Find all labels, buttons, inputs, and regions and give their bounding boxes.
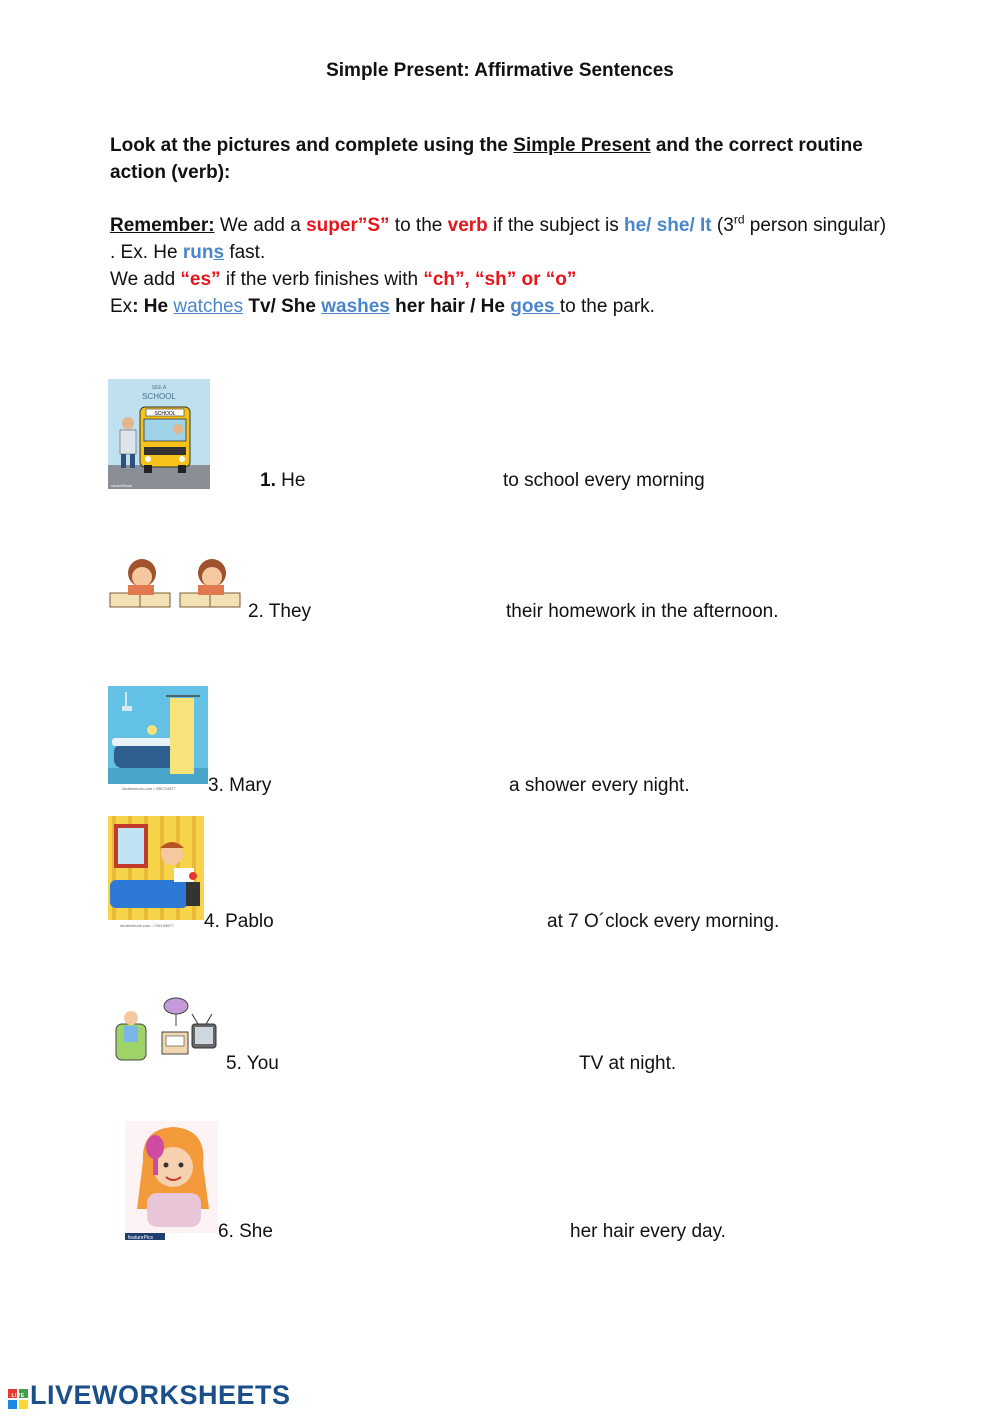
instructions-text: Look at the pictures and complete using the: [110, 135, 514, 156]
ex-text: to the park.: [559, 296, 655, 317]
watches-word: watches: [173, 296, 244, 317]
ex-text: : He: [132, 296, 174, 317]
runs-s: s: [213, 242, 225, 263]
item-1-subject: [260, 470, 305, 492]
instructions: [110, 132, 870, 186]
ex-label: Ex: [110, 296, 133, 317]
runs-word: run: [182, 242, 214, 263]
school-top-text: SEE A: [151, 385, 167, 391]
item-3-rest: a shower every night.: [509, 775, 690, 796]
item-1-number: 1.: [260, 470, 276, 491]
super-s: super”S”: [306, 215, 390, 236]
washes-word: washes: [321, 296, 390, 317]
image-watermark: shutterstock.com • 396724877: [122, 786, 176, 791]
remember-line-1: [110, 212, 890, 266]
remember-box: [110, 212, 890, 320]
subjects: he/ she/ It: [624, 215, 712, 236]
remember-text: to the: [389, 215, 448, 236]
item-6-subject: 6. She: [218, 1221, 273, 1242]
ex-text: her hair / He: [389, 296, 511, 317]
bus-sign-text: SCHOOL: [154, 411, 176, 417]
watch-tv-image: [114, 996, 218, 1068]
instructions-text-end: and the correct routine action (verb):: [110, 135, 863, 183]
remember-text: We add a: [214, 215, 307, 236]
remember-label: Remember:: [110, 215, 215, 236]
item-5-rest: TV at night.: [579, 1053, 677, 1074]
homework-illustration: [108, 555, 248, 615]
school-bus-illustration: [108, 379, 210, 489]
brush-hair-illustration: [125, 1121, 218, 1241]
page-title: Simple Present: Affirmative Sentences: [326, 60, 674, 81]
item-6-rest: her hair every day.: [570, 1221, 726, 1242]
logo-icon: [8, 1385, 28, 1405]
remember-text: (3: [711, 215, 734, 236]
remember-text: fast.: [224, 242, 266, 263]
remember-text: if the subject is: [487, 215, 624, 236]
item-2-subject: 2. They: [248, 601, 312, 622]
goes-word: goes: [510, 296, 560, 317]
endings: “ch”, “sh” or “o”: [423, 269, 577, 290]
remember-text: if the verb finishes with: [220, 269, 424, 290]
instructions-underlined: Simple Present: [513, 135, 651, 156]
logo-text: LIVEWORKSHEETS: [30, 1380, 291, 1410]
logo-icon-text: LIVE: [11, 1392, 25, 1399]
shower-illustration: [108, 686, 208, 792]
school-sign-text: SCHOOL: [142, 392, 176, 401]
wake-up-image: [108, 816, 204, 930]
image-watermark: shutterstock.com • 728149677: [120, 923, 174, 928]
es-ending: “es”: [180, 269, 221, 290]
ex-text: Tv/ She: [243, 296, 322, 317]
watch-tv-illustration: [114, 996, 218, 1068]
image-watermark: vectorStock: [111, 483, 132, 488]
shower-image: [108, 686, 208, 792]
item-1-subject-text: He: [275, 470, 306, 491]
verb-word: verb: [447, 215, 488, 236]
item-1-rest: to school every morning: [503, 470, 705, 491]
remember-line-3: [110, 293, 890, 320]
item-4-subject: 4. Pablo: [204, 911, 274, 932]
item-5-subject: 5. You: [226, 1053, 279, 1074]
item-4-rest: at 7 O´clock every morning.: [547, 911, 780, 932]
remember-line-2: [110, 266, 890, 293]
school-bus-image: [108, 379, 210, 489]
remember-text: person singular) . Ex. He: [110, 215, 887, 263]
brush-hair-image: [125, 1121, 218, 1241]
item-3-subject: 3. Mary: [208, 775, 272, 796]
superscript: rd: [733, 212, 745, 227]
item-2-rest: their homework in the afternoon.: [506, 601, 779, 622]
liveworksheets-logo: [8, 1380, 291, 1411]
wake-up-illustration: [108, 816, 204, 930]
homework-image: [108, 555, 248, 615]
remember-text: We add: [110, 269, 181, 290]
image-watermark: featurePics: [128, 1235, 154, 1241]
